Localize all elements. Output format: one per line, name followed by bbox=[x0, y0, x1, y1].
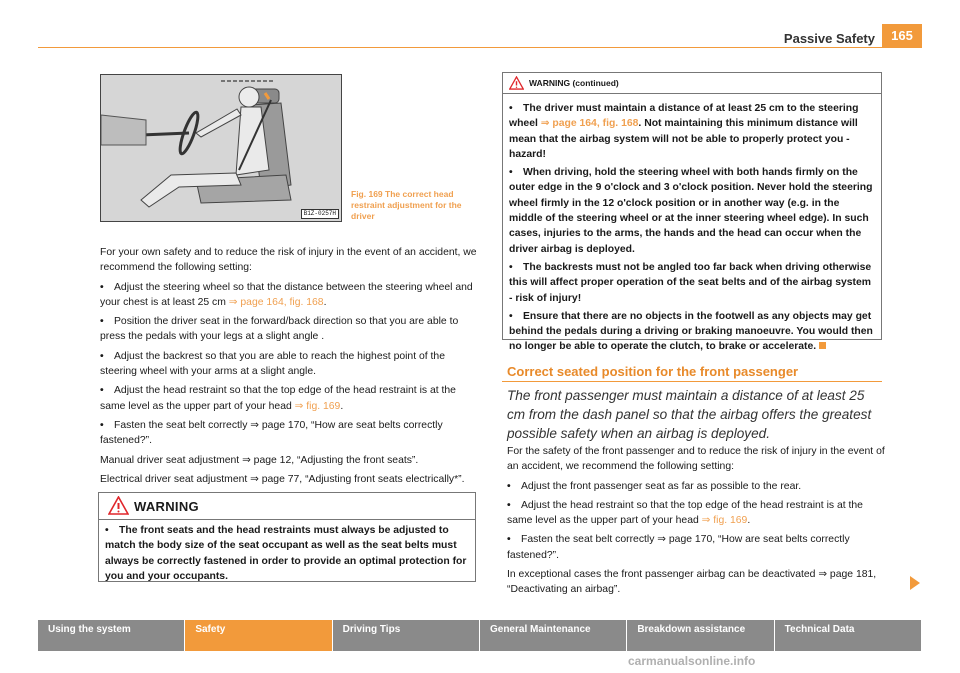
list-item: • Fasten the seat belt correctly ⇒ page 170, “How are seat belts correctly fastened?”. bbox=[507, 534, 850, 561]
next-page-arrow-icon[interactable] bbox=[910, 576, 920, 590]
fig-link[interactable]: ⇒ fig. 169 bbox=[701, 515, 748, 527]
bullet-icon: • bbox=[507, 480, 511, 492]
section-rule bbox=[502, 381, 882, 382]
list-item: • Adjust the backrest so that you are able to reach the highest point of the steering wheel with your arms at a slight angle. bbox=[100, 350, 445, 378]
warning-header bbox=[99, 493, 475, 520]
right-column bbox=[507, 444, 885, 602]
list-item: • Ensure that there are no objects in the footwell as any objects may get behind the pedals during a driving or braking manoeuvre. You would then no longer be able to operate the clutch, to brake or accelerate. bbox=[509, 310, 873, 353]
warning-continued-box bbox=[502, 72, 882, 353]
section-title: Correct seated position for the front passenger bbox=[507, 364, 799, 379]
list-item: • Position the driver seat in the forward/back direction so that you are able to press the pedals with your legs at a slight angle . bbox=[100, 316, 459, 343]
warning-continued-title: WARNING (continued) bbox=[529, 78, 619, 88]
tab-technical-data[interactable]: Technical Data bbox=[775, 620, 922, 651]
warning-triangle-icon bbox=[509, 76, 524, 90]
tab-safety[interactable]: Safety bbox=[185, 620, 332, 651]
header-rule bbox=[38, 47, 922, 48]
warning-continued-header bbox=[503, 73, 881, 94]
list-item: • Adjust the head restraint so that the top edge of the head restraint is at the same level as the upper part of your head ⇒ fig. 169. bbox=[507, 499, 863, 527]
bullet-icon: • bbox=[509, 167, 513, 179]
driver-seat-figure bbox=[100, 74, 342, 222]
left-column bbox=[100, 245, 478, 491]
list-item: • The backrests must not be angled too far back when driving otherwise this will affect proper operation of the seat belts and of the airbag system - risk of injury! bbox=[509, 261, 872, 304]
bullet-icon: • bbox=[100, 316, 104, 328]
page-link[interactable]: ⇒ page 164, fig. 168 bbox=[540, 118, 639, 130]
warning-body: • The front seats and the head restraints must always be adjusted to match the body size of the seat occupant as well as the seat belts must always be correctly fastened in order to provide an optimal protection for you and your occupants. bbox=[105, 525, 467, 582]
electric-adjust-ref: Electrical driver seat adjustment ⇒ page 77, “Adjusting front seats electrically*”. bbox=[100, 473, 465, 485]
bullet-icon: • bbox=[509, 261, 513, 273]
watermark: carmanualsonline.info bbox=[628, 654, 756, 668]
tab-driving-tips[interactable]: Driving Tips bbox=[333, 620, 480, 651]
tab-breakdown-assistance[interactable]: Breakdown assistance bbox=[627, 620, 774, 651]
driver-seat-illustration bbox=[101, 75, 342, 222]
bullet-icon: • bbox=[507, 499, 511, 511]
bullet-icon: • bbox=[509, 310, 513, 322]
list-item: • Adjust the head restraint so that the top edge of the head restraint is at the same level as the upper part of your head ⇒ fig. 169. bbox=[100, 385, 456, 412]
bullet-icon: • bbox=[100, 419, 104, 431]
tab-using-the-system[interactable]: Using the system bbox=[38, 620, 185, 651]
tab-general-maintenance[interactable]: General Maintenance bbox=[480, 620, 627, 651]
fig-link[interactable]: ⇒ fig. 169 bbox=[294, 400, 341, 412]
section-paragraph: In exceptional cases the front passenger airbag can be deactivated ⇒ page 181, “Deactivating an airbag”. bbox=[507, 569, 877, 596]
bullet-icon: • bbox=[100, 385, 104, 397]
bullet-icon: • bbox=[100, 281, 104, 293]
bullet-icon: • bbox=[100, 350, 104, 362]
list-item: • Adjust the steering wheel so that the distance between the steering wheel and your chest is at least 25 cm ⇒ page 164, fig. 168. bbox=[100, 281, 473, 308]
list-item: • When driving, hold the steering wheel with both hands firmly on the outer edge in the 9 o'clock and 3 o'clock position. Never hold the steering wheel firmly in the 12 o'clock position or in another way (e.g. in the middle of the steering wheel or at the inner steering wheel edge). In such cases, injuries to the arms, the hands and the head can occur when the driver airbag is deployed. bbox=[509, 167, 873, 255]
bullet-icon: • bbox=[509, 103, 513, 114]
list-item: • The driver must maintain a distance of at least 25 cm to the steering wheel ⇒ page 164, fig. 168. Not maintaining this minimum distance will mean that the airbag system will not be able to properly protect you - hazard! bbox=[509, 103, 859, 160]
warning-box bbox=[98, 492, 476, 582]
page-section-title: Passive Safety bbox=[783, 31, 875, 46]
section-paragraph: For the safety of the front passenger and to reduce the risk of injury in the event of an accident, we recommend the following setting: bbox=[507, 446, 885, 473]
section-intro: The front passenger must maintain a distance of at least 25 cm from the dash panel so that the airbag offers the greatest possible safety when an airbag is deployed. bbox=[507, 388, 872, 441]
list-item: • Fasten the seat belt correctly ⇒ page 170, “How are seat belts correctly fastened?”. bbox=[100, 419, 443, 447]
left-intro: For your own safety and to reduce the risk of injury in the event of an accident, we recommend the following setting: bbox=[100, 247, 477, 274]
footer-nav bbox=[38, 620, 922, 651]
figure-code: B1Z-0257H bbox=[301, 209, 339, 219]
manual-adjust-ref: Manual driver seat adjustment ⇒ page 12, “Adjusting the front seats”. bbox=[100, 454, 419, 466]
warning-continued-body bbox=[509, 101, 873, 358]
page-link[interactable]: ⇒ page 164, fig. 168 bbox=[228, 296, 324, 308]
list-item: • Adjust the front passenger seat as far as possible to the rear. bbox=[507, 479, 885, 494]
figure-caption: Fig. 169 The correct head restraint adjustment for the driver bbox=[351, 189, 462, 221]
bullet-icon: • bbox=[507, 534, 511, 546]
page-number: 165 bbox=[882, 24, 922, 48]
bullet-icon: • bbox=[105, 525, 109, 536]
end-mark-icon bbox=[819, 342, 826, 349]
warning-title: WARNING bbox=[134, 499, 199, 514]
warning-triangle-icon bbox=[108, 496, 129, 515]
